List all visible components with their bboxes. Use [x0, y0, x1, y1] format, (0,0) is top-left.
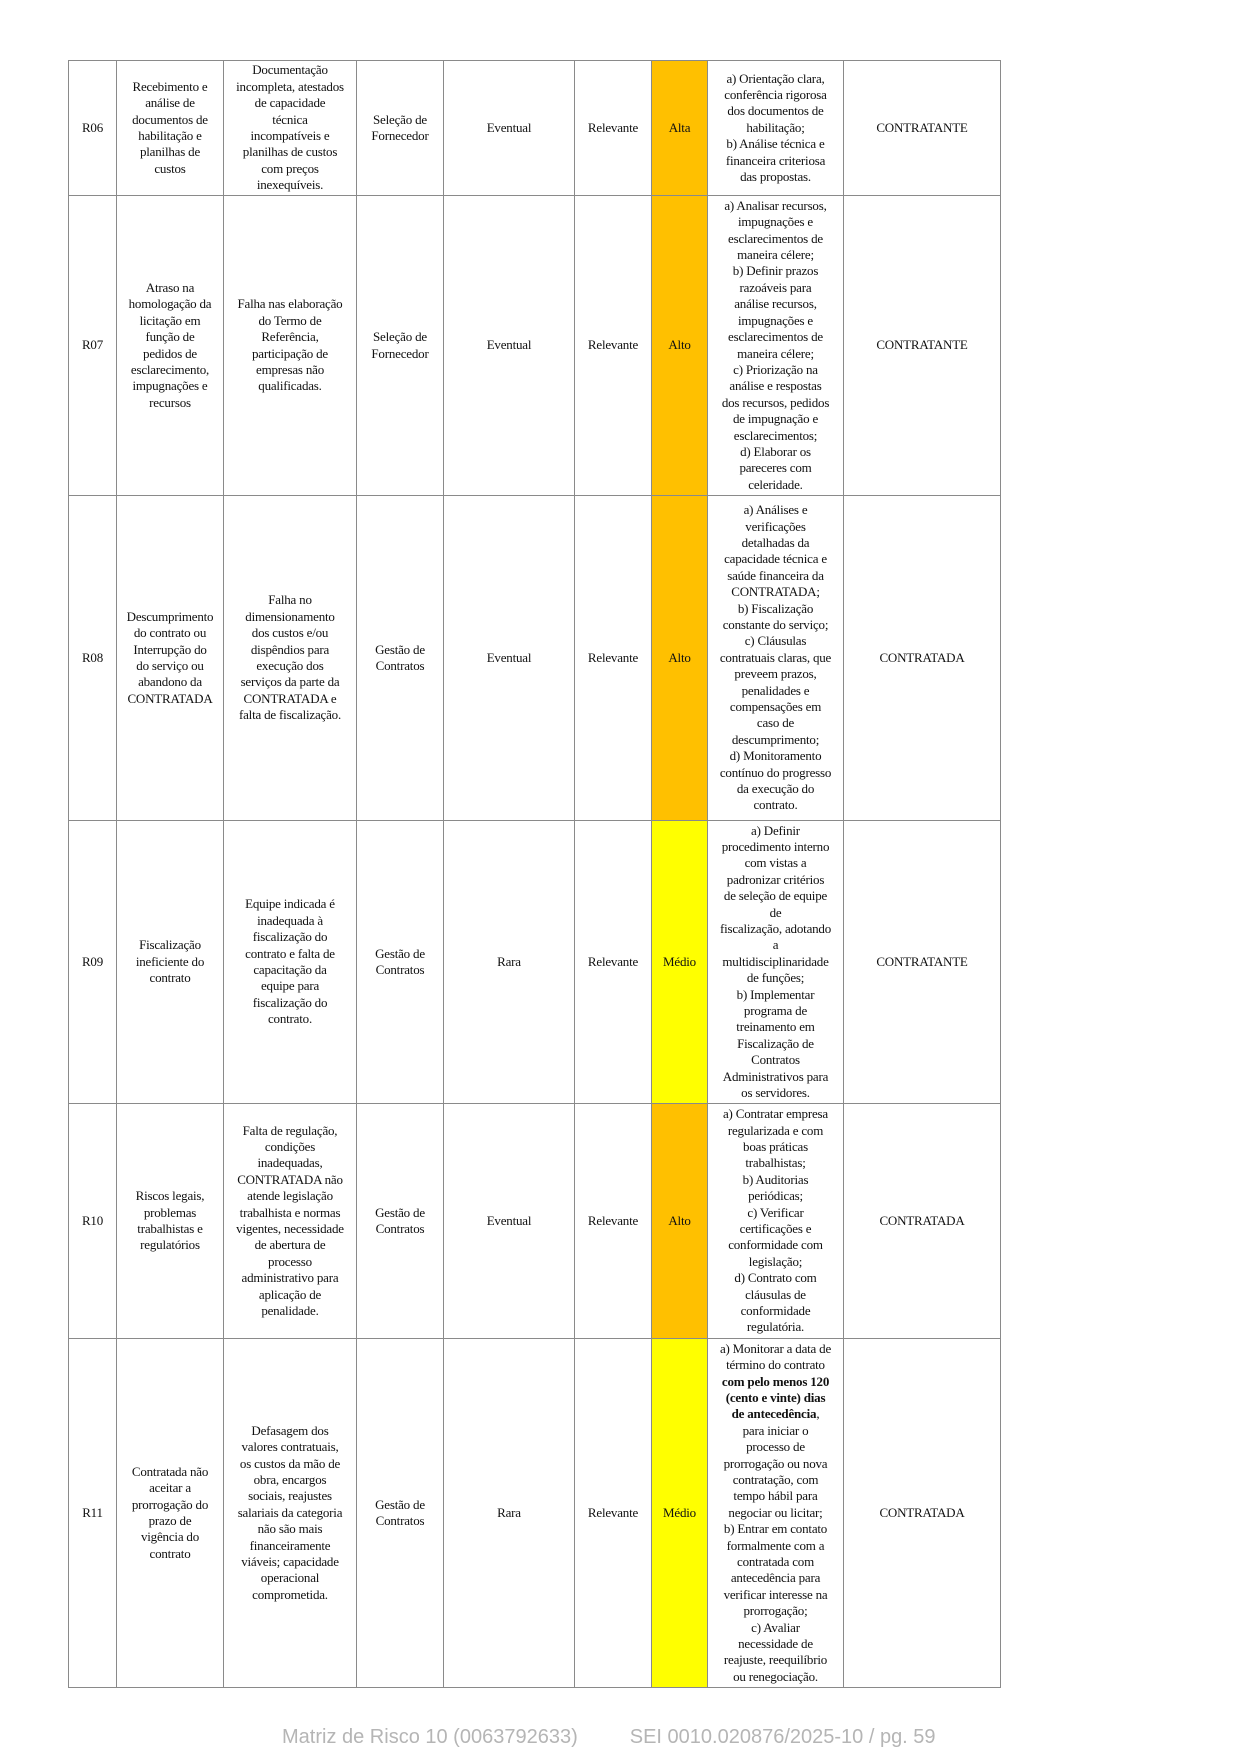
cell-risk-level: Alto — [652, 1104, 708, 1339]
table-row — [69, 821, 1001, 1104]
cell-probability: Eventual — [444, 1104, 575, 1339]
cell-probability: Rara — [444, 1339, 575, 1688]
cell-phase: Seleção de Fornecedor — [357, 196, 444, 496]
cell-responsible: CONTRATADA — [844, 1339, 1001, 1688]
cell-risk-id: R10 — [69, 1104, 117, 1339]
cell-risk-id: R06 — [69, 61, 117, 196]
cell-probability: Rara — [444, 821, 575, 1104]
cell-risk-description: Descumprimento do contrato ou Interrupção do do serviço ou abandono da CONTRATADA — [117, 496, 224, 821]
table-row — [69, 496, 1001, 821]
table-row — [69, 1104, 1001, 1339]
cell-responsible: CONTRATANTE — [844, 196, 1001, 496]
cell-risk-cause: Defasagem dos valores contratuais, os custos da mão de obra, encargos sociais, reajustes salariais da categoria não são mais financeiramente viáveis; capacidade operacional comprometida. — [224, 1339, 357, 1688]
cell-phase: Gestão de Contratos — [357, 1339, 444, 1688]
cell-probability: Eventual — [444, 196, 575, 496]
cell-mitigation — [708, 1339, 844, 1688]
cell-mitigation: a) Análises e verificações detalhadas da capacidade técnica e saúde financeira da CONTRATADA; b) Fiscalização constante do serviço; c) Cláusulas contratuais claras, que preveem prazos, penalidades e compensações em caso de descumprimento; d) Monitoramento contínuo do progresso da execução do contrato. — [708, 496, 844, 821]
cell-risk-id: R08 — [69, 496, 117, 821]
cell-probability: Eventual — [444, 61, 575, 196]
cell-probability: Eventual — [444, 496, 575, 821]
cell-risk-cause: Equipe indicada é inadequada à fiscalização do contrato e falta de capacitação da equipe para fiscalização do contrato. — [224, 821, 357, 1104]
cell-risk-level: Alto — [652, 496, 708, 821]
cell-phase: Seleção de Fornecedor — [357, 61, 444, 196]
footer-document: Matriz de Risco 10 (0063792633) — [282, 1726, 578, 1748]
cell-responsible: CONTRATADA — [844, 1104, 1001, 1339]
mitigation-text: , para iniciar o processo de prorrogação ou nova contratação, com tempo hábil para negociar ou licitar; b) Entrar em contato formalmente com a contratada com antecedência para verificar interesse na prorrogação; c) Avaliar necessidade de reajuste, reequilíbrio ou renegociação. — [723, 1406, 828, 1684]
cell-mitigation: a) Orientação clara, conferência rigorosa dos documentos de habilitação; b) Análise técnica e financeira criteriosa das propostas. — [708, 61, 844, 196]
cell-risk-cause: Falta de regulação, condições inadequadas, CONTRATADA não atende legislação trabalhista e normas vigentes, necessidade de abertura de processo administrativo para aplicação de penalidade. — [224, 1104, 357, 1339]
cell-risk-cause: Falha no dimensionamento dos custos e/ou dispêndios para execução dos serviços da parte da CONTRATADA e falta de fiscalização. — [224, 496, 357, 821]
cell-impact: Relevante — [575, 196, 652, 496]
cell-mitigation: a) Definir procedimento interno com vistas a padronizar critérios de seleção de equipe de fiscalização, adotando a multidisciplinaridade de funções; b) Implementar programa de treinamento em Fiscalização de Contratos Administrativos para os servidores. — [708, 821, 844, 1104]
cell-mitigation: a) Contratar empresa regularizada e com boas práticas trabalhistas; b) Auditorias periódicas; c) Verificar certificações e conformidade com legislação; d) Contrato com cláusulas de conformidade regulatória. — [708, 1104, 844, 1339]
cell-risk-level: Médio — [652, 1339, 708, 1688]
cell-risk-description: Fiscalização ineficiente do contrato — [117, 821, 224, 1104]
cell-phase: Gestão de Contratos — [357, 1104, 444, 1339]
mitigation-text: com pelo menos 120 (cento e vinte) dias de antecedência — [721, 1373, 830, 1422]
mitigation-text: a) Monitorar a data de término do contrato — [719, 1340, 832, 1373]
cell-risk-level: Alto — [652, 196, 708, 496]
cell-impact: Relevante — [575, 1339, 652, 1688]
page-footer — [282, 1726, 936, 1749]
cell-risk-level: Alta — [652, 61, 708, 196]
cell-responsible: CONTRATANTE — [844, 61, 1001, 196]
footer-page-ref: SEI 0010.020876/2025-10 / pg. 59 — [629, 1726, 936, 1748]
cell-risk-description: Riscos legais, problemas trabalhistas e regulatórios — [117, 1104, 224, 1339]
cell-risk-description: Recebimento e análise de documentos de habilitação e planilhas de custos — [117, 61, 224, 196]
cell-risk-id: R07 — [69, 196, 117, 496]
table-row — [69, 61, 1001, 196]
cell-risk-description: Atraso na homologação da licitação em função de pedidos de esclarecimento, impugnações e recursos — [117, 196, 224, 496]
cell-phase: Gestão de Contratos — [357, 496, 444, 821]
cell-impact: Relevante — [575, 821, 652, 1104]
cell-mitigation: a) Analisar recursos, impugnações e esclarecimentos de maneira célere; b) Definir prazos razoáveis para análise recursos, impugnações e esclarecimentos de maneira célere; c) Priorização na análise e respostas dos recursos, pedidos de impugnação e esclarecimentos; d) Elaborar os pareceres com celeridade. — [708, 196, 844, 496]
cell-risk-id: R09 — [69, 821, 117, 1104]
cell-impact: Relevante — [575, 61, 652, 196]
cell-responsible: CONTRATANTE — [844, 821, 1001, 1104]
table-row — [69, 1339, 1001, 1688]
risk-matrix-table — [68, 60, 1001, 1688]
table-row — [69, 196, 1001, 496]
cell-risk-cause: Documentação incompleta, atestados de capacidade técnica incompatíveis e planilhas de custos com preços inexequíveis. — [224, 61, 357, 196]
cell-risk-description: Contratada não aceitar a prorrogação do prazo de vigência do contrato — [117, 1339, 224, 1688]
cell-risk-level: Médio — [652, 821, 708, 1104]
cell-risk-id: R11 — [69, 1339, 117, 1688]
cell-phase: Gestão de Contratos — [357, 821, 444, 1104]
cell-responsible: CONTRATADA — [844, 496, 1001, 821]
cell-risk-cause: Falha nas elaboração do Termo de Referência, participação de empresas não qualificadas. — [224, 196, 357, 496]
cell-impact: Relevante — [575, 1104, 652, 1339]
cell-impact: Relevante — [575, 496, 652, 821]
